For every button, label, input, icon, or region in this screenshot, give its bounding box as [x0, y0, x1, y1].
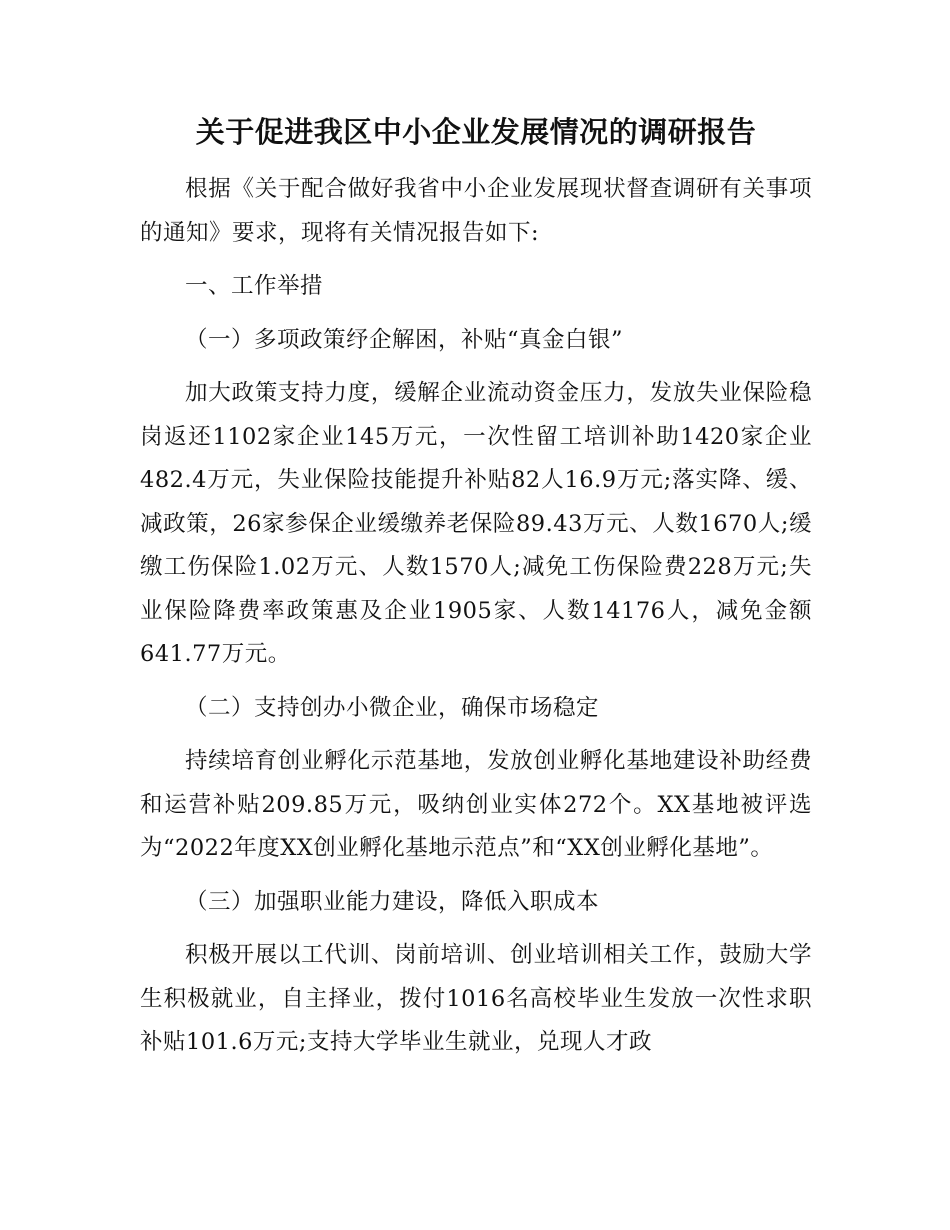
spacer — [140, 730, 812, 740]
spacer — [140, 255, 812, 265]
subsection-heading-3: （三）加强职业能力建设，降低入职成本 — [185, 888, 600, 915]
document-page — [140, 108, 812, 1065]
subsection-heading-1: （一）多项政策纾企解困，补贴“真金白银” — [185, 326, 624, 353]
spacer — [140, 362, 812, 372]
subsection-heading-2: （二）支持创办小微企业，确保市场稳定 — [185, 694, 600, 721]
subsection-paragraph-3: 积极开展以工代训、岗前培训、创业培训相关工作，鼓励大学生积极就业，自主择业，拨付1016名高校毕业生发放一次性求职补贴101.6万元;支持大学毕业生就业，兑现人才政 — [140, 942, 812, 1055]
subsection-paragraph-1: 加大政策支持力度，缓解企业流动资金压力，发放失业保险稳岗返还1102家企业145万元，一次性留工培训补助1420家企业482.4万元，失业保险技能提升补贴82人16.9万元;落实降、缓、减政策，26家参保企业缓缴养老保险89.43万元、人数1670人;缓缴工伤保险1.02万元、人数1570人;减免工伤保险费228万元;失业保险降费率政策惠及企业1905家、人数14176人，减免金额641.77万元。 — [140, 380, 812, 667]
spacer — [140, 309, 812, 319]
spacer — [140, 677, 812, 687]
spacer — [140, 924, 812, 934]
document-title: 关于促进我区中小企业发展情况的调研报告 — [195, 115, 757, 149]
subsection-paragraph-2: 持续培育创业孵化示范基地，发放创业孵化基地建设补助经费和运营补贴209.85万元，吸纳创业实体272个。XX基地被评选为“2022年度XX创业孵化基地示范点”和“XX创业孵化基地”。 — [140, 748, 812, 861]
section-heading-1: 一、工作举措 — [185, 273, 324, 299]
spacer — [140, 871, 812, 881]
intro-paragraph: 根据《关于配合做好我省中小企业发展现状督查调研有关事项的通知》要求，现将有关情况报告如下: — [140, 176, 812, 246]
